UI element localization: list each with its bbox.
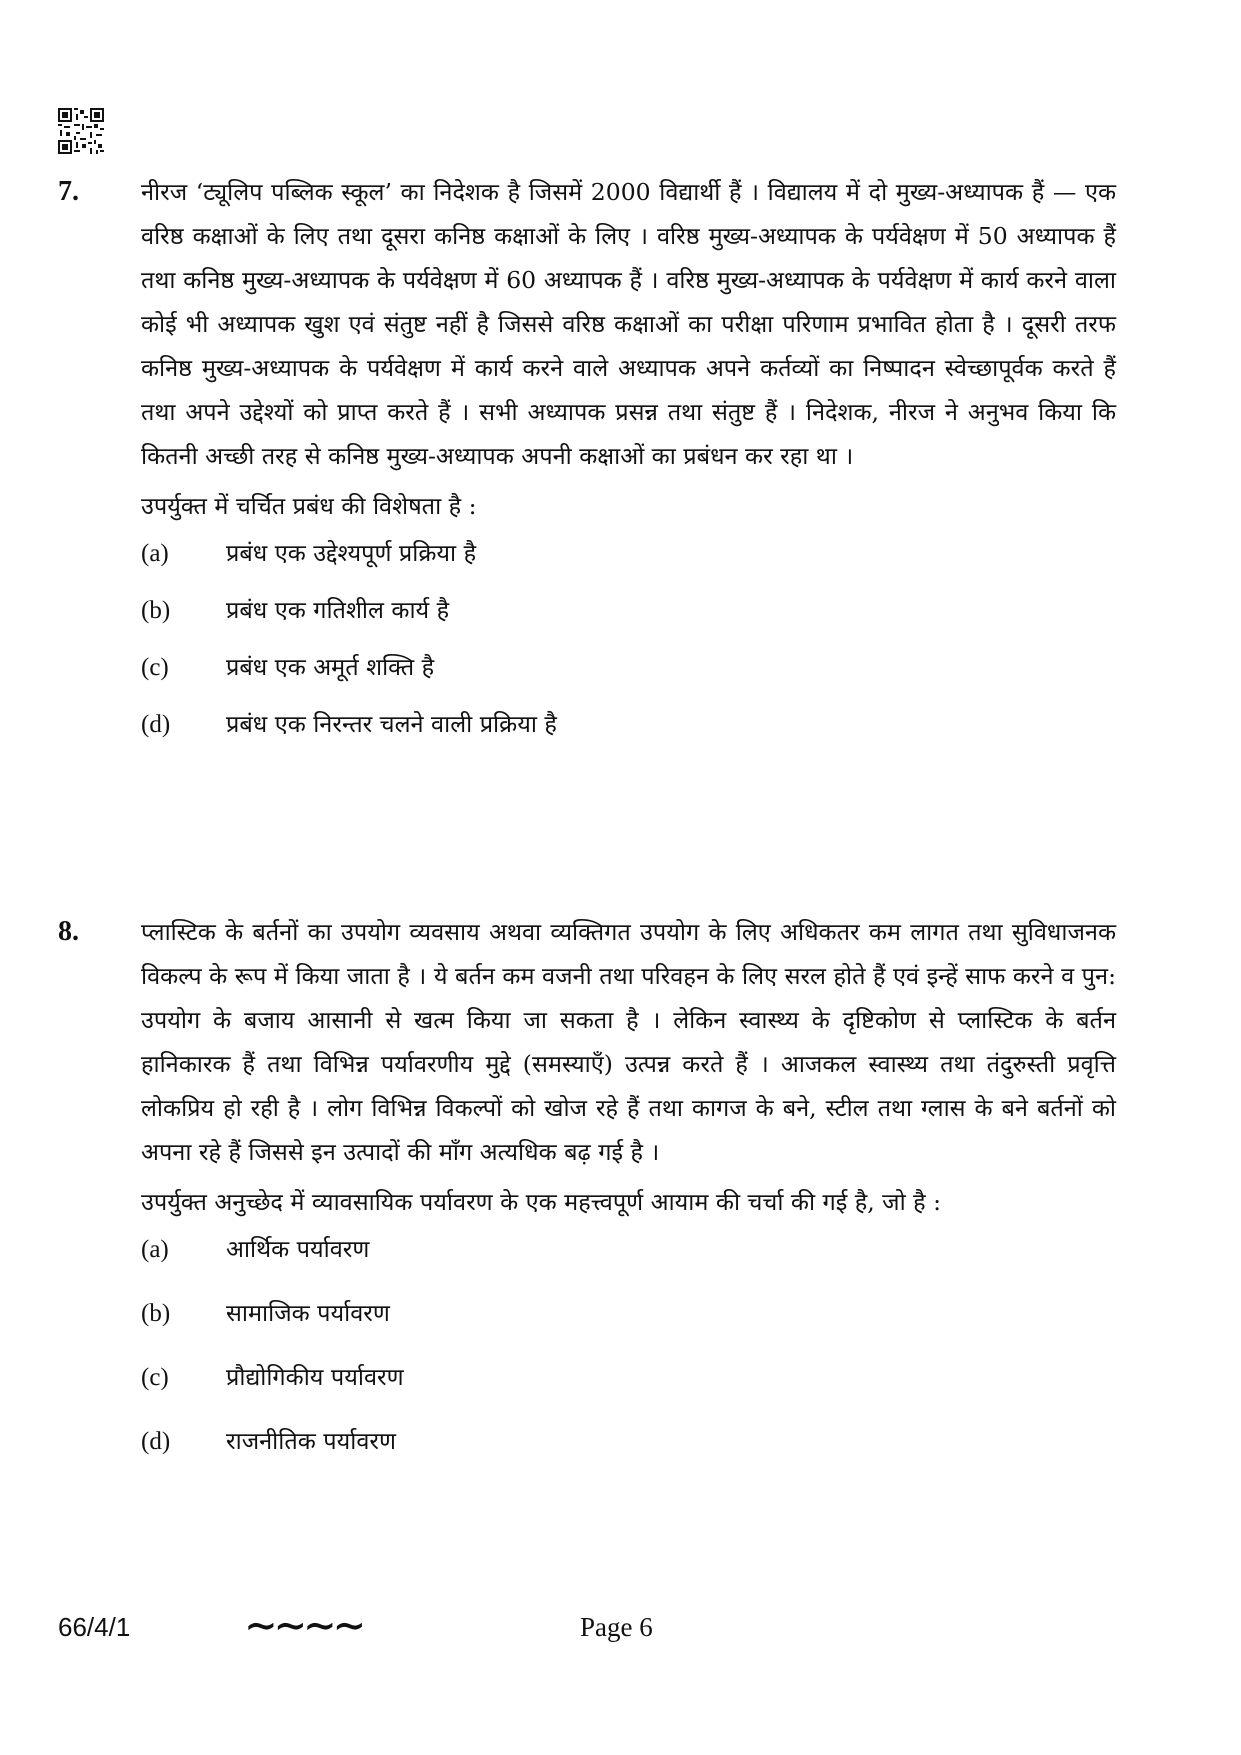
option-c: [141, 650, 1116, 707]
question-passage: नीरज ‘ट्यूलिप पब्लिक स्कूल’ का निदेशक है जिसमें 2000 विद्यार्थी हैं । विद्यालय में दो मुख्य-अध्यापक हैं — एक वरिष्ठ कक्षाओं के लिए तथा दूसरा कनिष्ठ कक्षाओं के लिए । वरिष्ठ मुख्य-अध्यापक के पर्यवेक्षण में 50 अध्यापक हैं तथा कनिष्ठ मुख्य-अध्यापक के पर्यवेक्षण में 60 अध्यापक हैं । वरिष्ठ मुख्य-अध्यापक के पर्यवेक्षण में कार्य करने वाला कोई भी अध्यापक खुश एवं संतुष्ट नहीं है जिससे वरिष्ठ कक्षाओं का परीक्षा परिणाम प्रभावित होता है । दूसरी तरफ कनिष्ठ मुख्य-अध्यापक के पर्यवेक्षण में कार्य करने वाले अध्यापक अपने कर्तव्यों का निष्पादन स्वेच्छापूर्वक करते हैं तथा अपने उद्देश्यों को प्राप्त करते हैं । सभी अध्यापक प्रसन्न तथा संतुष्ट हैं । निदेशक, नीरज ने अनुभव किया कि कितनी अच्छी तरह से कनिष्ठ मुख्य-अध्यापक अपनी कक्षाओं का प्रबंधन कर रहा था ।: [141, 178, 1116, 470]
option-text: प्रबंध एक गतिशील कार्य है: [226, 596, 450, 624]
options-list: [141, 536, 1116, 764]
qr-code: [58, 108, 104, 154]
option-a: [141, 1232, 1116, 1296]
question-stem: उपर्युक्त अनुच्छेद में व्यावसायिक पर्यावरण के एक महत्त्वपूर्ण आयाम की चर्चा की गई है, जो है :: [141, 1188, 942, 1216]
option-text: प्रबंध एक अमूर्त शक्ति है: [226, 653, 435, 681]
option-letter: (b): [141, 597, 171, 624]
option-letter: (d): [141, 1428, 171, 1455]
question-number: 7.: [58, 176, 79, 207]
question-number: 8.: [58, 916, 79, 947]
question-passage: प्लास्टिक के बर्तनों का उपयोग व्यवसाय अथवा व्यक्तिगत उपयोग के लिए अधिकतर कम लागत तथा सुविधाजनक विकल्प के रूप में किया जाता है । ये बर्तन कम वजनी तथा परिवहन के लिए सरल होते हैं एवं इन्हें साफ करने व पुन: उपयोग के बजाय आसानी से खत्म किया जा सकता है । लेकिन स्वास्थ्य के दृष्टिकोण से प्लास्टिक के बर्तन हानिकारक हैं तथा विभिन्न पर्यावरणीय मुद्दे (समस्याएँ) उत्पन्न करते हैं । आजकल स्वास्थ्य तथा तंदुरुस्ती प्रवृत्ति लोकप्रिय हो रही है । लोग विभिन्न विकल्पों को खोज रहे हैं तथा कागज के बने, स्टील तथा ग्लास के बने बर्तनों को अपना रहे हैं जिससे इन उत्पादों की माँग अत्यधिक बढ़ गई है ।: [141, 918, 1116, 1166]
option-b: [141, 593, 1116, 650]
option-letter: (c): [141, 654, 169, 681]
option-text: सामाजिक पर्यावरण: [226, 1299, 390, 1327]
option-text: प्रबंध एक निरन्तर चलने वाली प्रक्रिया है: [226, 710, 557, 738]
option-b: [141, 1296, 1116, 1360]
option-text: राजनीतिक पर्यावरण: [226, 1427, 396, 1455]
option-a: [141, 536, 1116, 593]
question-stem: उपर्युक्त में चर्चित प्रबंध की विशेषता है :: [141, 492, 477, 520]
page-number: Page 6: [580, 1612, 653, 1642]
paper-code: 66/4/1: [58, 1612, 131, 1642]
option-letter: (c): [141, 1364, 169, 1391]
option-c: [141, 1360, 1116, 1424]
options-list: [141, 1232, 1116, 1488]
option-text: आर्थिक पर्यावरण: [226, 1235, 370, 1263]
option-letter: (a): [141, 1236, 169, 1263]
option-text: प्रबंध एक उद्देश्यपूर्ण प्रक्रिया है: [226, 539, 477, 567]
option-d: [141, 707, 1116, 764]
option-letter: (d): [141, 711, 171, 738]
option-text: प्रौद्योगिकीय पर्यावरण: [226, 1363, 404, 1391]
page-footer: [0, 1602, 1241, 1652]
option-letter: (a): [141, 540, 169, 567]
tilde-ornament: ∼∼∼∼: [244, 1602, 363, 1649]
question-7: [58, 170, 1118, 764]
question-8: [58, 910, 1118, 1488]
option-d: [141, 1424, 1116, 1488]
option-letter: (b): [141, 1300, 171, 1327]
